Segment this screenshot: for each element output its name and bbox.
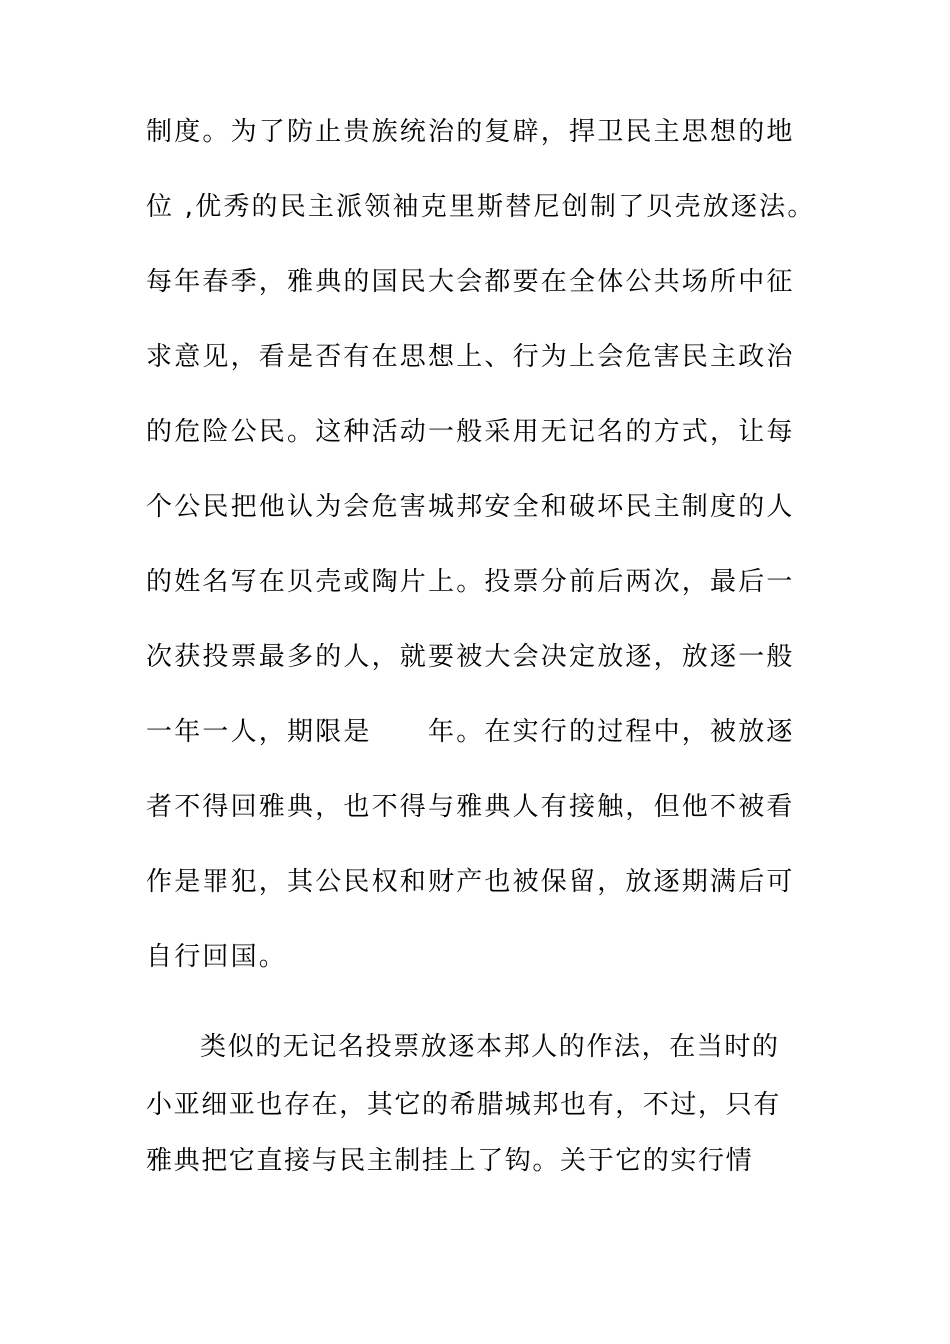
paragraph-1-line-1: 制度。为了防止贵族统治的复辟，捍卫民主思想的地 — [146, 117, 795, 147]
paragraph-1-line-4: 求意见，看是否有在思想上、行为上会危害民主政治 — [146, 342, 795, 372]
paragraph-1-line-3: 每年春季，雅典的国民大会都要在全体公共场所中征 — [146, 267, 795, 297]
paragraph-1-line-12: 自行回国。 — [146, 942, 288, 972]
paragraph-1-line-11: 作是罪犯，其公民权和财产也被保留，放逐期满后可 — [146, 867, 795, 897]
paragraph-1-line-5: 的危险公民。这种活动一般采用无记名的方式，让每 — [146, 417, 795, 447]
paragraph-2-line-3: 雅典把它直接与民主制挂上了钩。关于它的实行情 — [146, 1146, 754, 1176]
paragraph-1-line-6: 个公民把他认为会危害城邦安全和破坏民主制度的人 — [146, 492, 795, 522]
paragraph-1-line-9: 一年一人，期限是 年。在实行的过程中，被放逐 — [146, 717, 795, 747]
paragraph-2-line-1: 类似的无记名投票放逐本邦人的作法，在当时的 — [200, 1032, 780, 1062]
paragraph-2-line-2: 小亚细亚也存在，其它的希腊城邦也有，不过，只有 — [146, 1090, 781, 1120]
paragraph-1-line-8: 次获投票最多的人，就要被大会决定放逐，放逐一般 — [146, 642, 795, 672]
paragraph-1-line-7: 的姓名写在贝壳或陶片上。投票分前后两次，最后一 — [146, 567, 795, 597]
paragraph-1-line-2: 位 ,优秀的民主派领袖克里斯替尼创制了贝壳放逐法。 — [146, 192, 816, 222]
paragraph-1-line-10: 者不得回雅典，也不得与雅典人有接触，但他不被看 — [146, 792, 795, 822]
